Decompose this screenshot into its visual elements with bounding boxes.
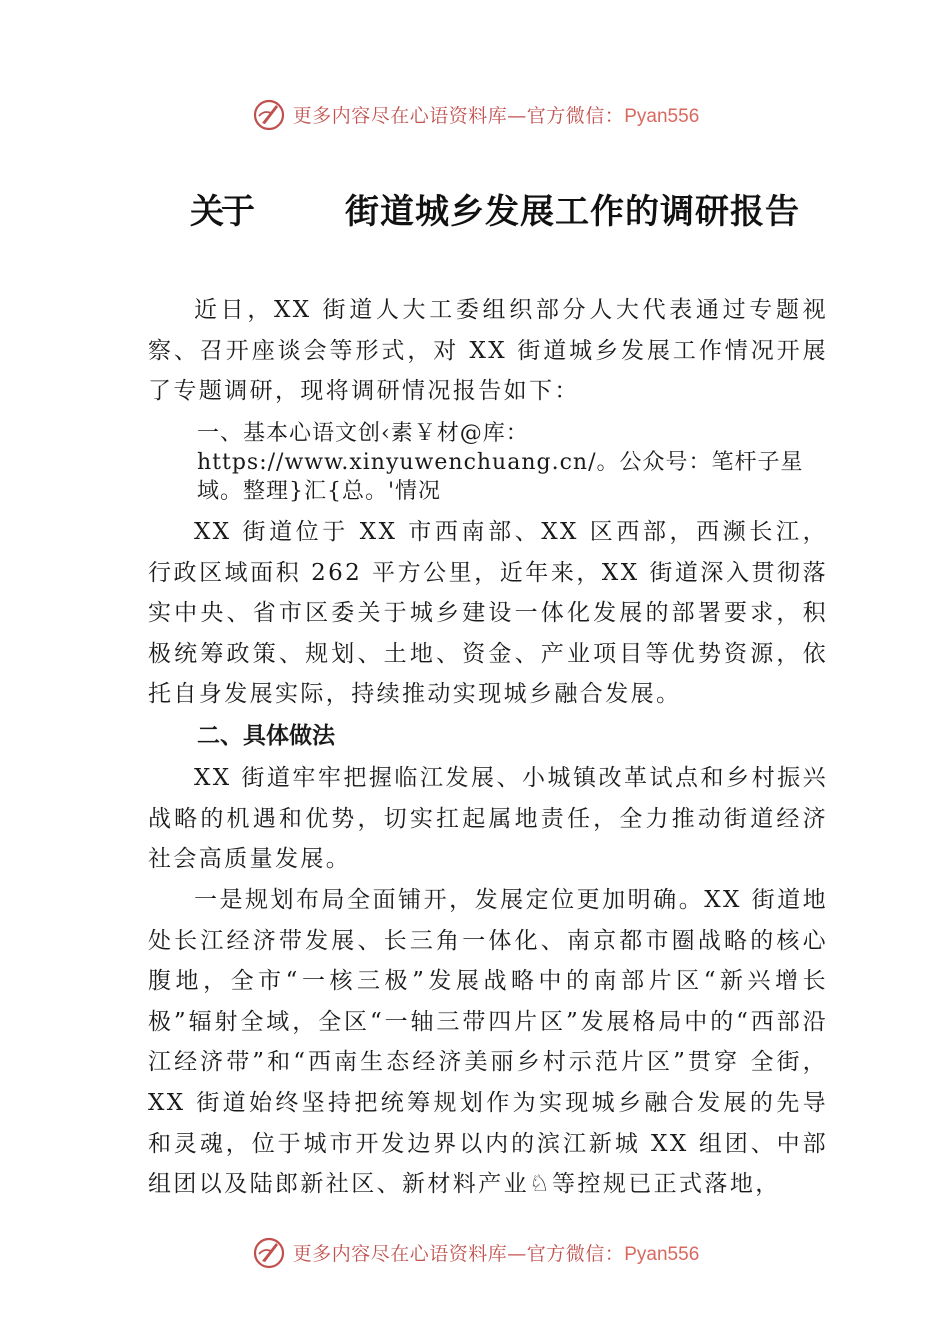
planning-paragraph: 一是规划布局全面铺开，发展定位更加明确。XX 街道地处长江经济带发展、长三角一体化、南京都市圈战略的核心腹地，全市“一核三极”发展战略中的南部片区“新兴增长极”辐射全域，全区“一轴三带四片区”发展格局中的“西部沿江经济带”和“西南生态经济美丽乡村示范片区”贯穿 全街，XX 街道始终坚持把统筹规划作为实现城乡融合发展的先导和灵魂，位于城市开发边界以内的滨江新城 XX 组团、中部组团以及陆郎新社区、新材料产业♘等控规已正式落地，: [148, 887, 828, 1198]
title-prefix: 关于: [190, 192, 252, 232]
section2-heading: 二、具体做法: [197, 723, 335, 749]
title-main: 街道城乡发展工作的调研报告: [345, 192, 800, 232]
wechat-id: Pyan556: [624, 105, 700, 127]
quill-logo-icon: [251, 96, 287, 132]
practice-intro-paragraph: XX 街道牢牢把握临江发展、小城镇改革试点和乡村振兴战略的机遇和优势，切实扛起属地责任，全力推动街道经济社会高质量发展。: [148, 765, 828, 873]
section1-heading-watermarked: 一、基本心语文创‹素￥材@库：https://www.xinyuwenchuang.cn/。公众号：笔杆子星域。整理}汇{总。'情况: [197, 421, 804, 504]
watermark-text: 更多内容尽在心语资料库—官方微信：Pyan556: [292, 104, 700, 127]
watermark-banner-bottom: [0, 1232, 950, 1272]
document-title: [0, 184, 950, 234]
intro-paragraph: 近日，XX 街道人大工委组织部分人大代表通过专题视察、召开座谈会等形式，对 XX 街道城乡发展工作情况开展了专题调研，现将调研情况报告如下：: [148, 297, 828, 405]
wechat-id: Pyan556: [624, 1243, 700, 1265]
basic-situation-paragraph: XX 街道位于 XX 市西南部、XX 区西部，西濒长江，行政区域面积 262 平方公里，近年来，XX 街道深入贯彻落实中央、省市区委关于城乡建设一体化发展的部署要求，积极统筹政策、规划、土地、资金、产业项目等优势资源，依托自身发展实际，持续推动实现城乡融合发展。: [148, 519, 828, 708]
quill-logo-icon: [251, 1234, 287, 1270]
watermark-text: 更多内容尽在心语资料库—官方微信：Pyan556: [292, 1242, 700, 1265]
watermark-banner-top: [0, 94, 950, 134]
